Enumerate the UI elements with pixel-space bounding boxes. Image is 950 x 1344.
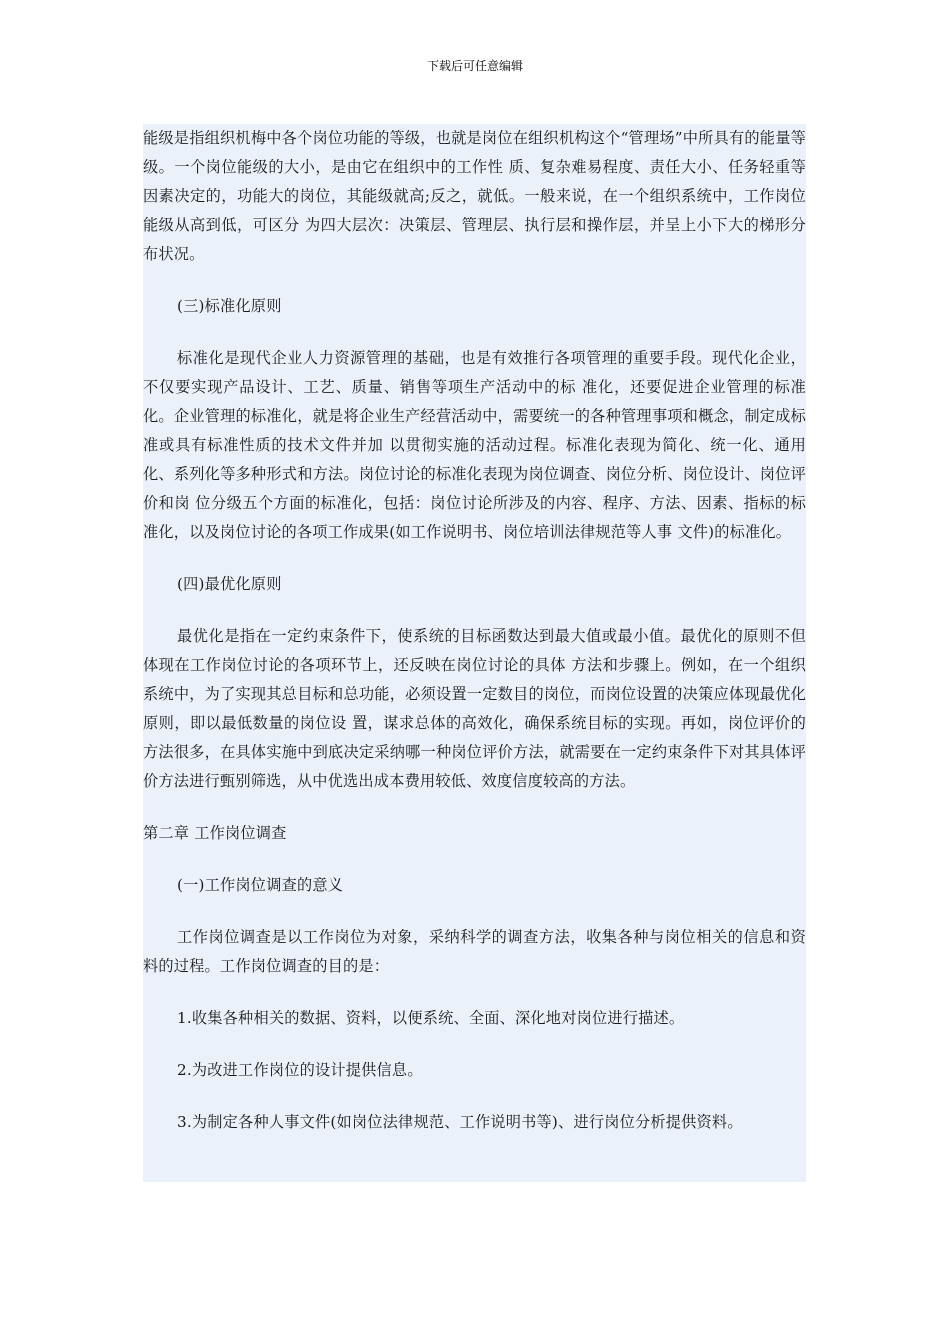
- paragraph-job-levels: 能级是指组织机梅中各个岗位功能的等级，也就是岗位在组织机构这个“管理场”中所具有的能量等级。一个岗位能级的大小，是由它在组织中的工作性 质、复杂难易程度、责任大小、任务轻重等因素决定的，功能大的岗位，其能级就高;反之，就低。一般来说，在一个组织系统中，工作岗位能级从高到低，可区分 为四大层次：决策层、管理层、执行层和操作层，并呈上小下大的梯形分布状况。: [143, 129, 806, 263]
- paragraph-survey-definition: 工作岗位调查是以工作岗位为对象，采纳科学的调查方法，收集各种与岗位相关的信息和资料的过程。工作岗位调查的目的是：: [143, 928, 806, 975]
- list-item-3: 3.为制定各种人事文件(如岗位法律规范、工作说明书等)、进行岗位分析提供资料。: [177, 1113, 743, 1131]
- paragraph-optimization: 最优化是指在一定约束条件下，使系统的目标函数达到最大值或最小值。最优化的原则不但体现在工作岗位讨论的各项环节上，还反映在岗位讨论的具体 方法和步骤上。例如，在一个组织系统中，为了实现其总目标和总功能，必须设置一定数目的岗位，而岗位设置的决策应体现最优化原则，即以最低数量的岗位设 置，谋求总体的高效化，确保系统目标的实现。再如，岗位评价的方法很多，在具体实施中到底决定采纳哪一种岗位评价方法，就需要在一定约束条件下对其具体评 价方法进行甄别筛选，从中优选出成本费用较低、效度信度较高的方法。: [143, 627, 806, 790]
- heading-survey-significance: (一)工作岗位调查的意义: [177, 876, 344, 894]
- chapter-title: 第二章 工作岗位调查: [143, 824, 287, 842]
- document-body: [143, 124, 806, 1182]
- heading-standardization: (三)标准化原则: [177, 297, 282, 315]
- paragraph-standardization: 标准化是现代企业人力资源管理的基础，也是有效推行各项管理的重要手段。现代化企业，不仅要实现产品设计、工艺、质量、销售等项生产活动中的标 准化，还要促进企业管理的标准化。企业管理的标准化，就是将企业生产经营活动中，需要统一的各种管理事项和概念，制定成标准或具有标准性质的技术文件并加 以贯彻实施的活动过程。标准化表现为简化、统一化、通用化、系列化等多种形式和方法。岗位讨论的标准化表现为岗位调查、岗位分析、岗位设计、岗位评价和岗 位分级五个方面的标准化，包括：岗位讨论所涉及的内容、程序、方法、因素、指标的标准化，以及岗位讨论的各项工作成果(如工作说明书、岗位培训法律规范等人事 文件)的标准化。: [143, 349, 806, 541]
- list-item-2: 2.为改进工作岗位的设计提供信息。: [177, 1061, 423, 1079]
- page-header: 下载后可任意编辑: [426, 59, 523, 73]
- list-item-1: 1.收集各种相关的数据、资料，以便系统、全面、深化地对岗位进行描述。: [177, 1009, 685, 1027]
- heading-optimization: (四)最优化原则: [177, 575, 282, 593]
